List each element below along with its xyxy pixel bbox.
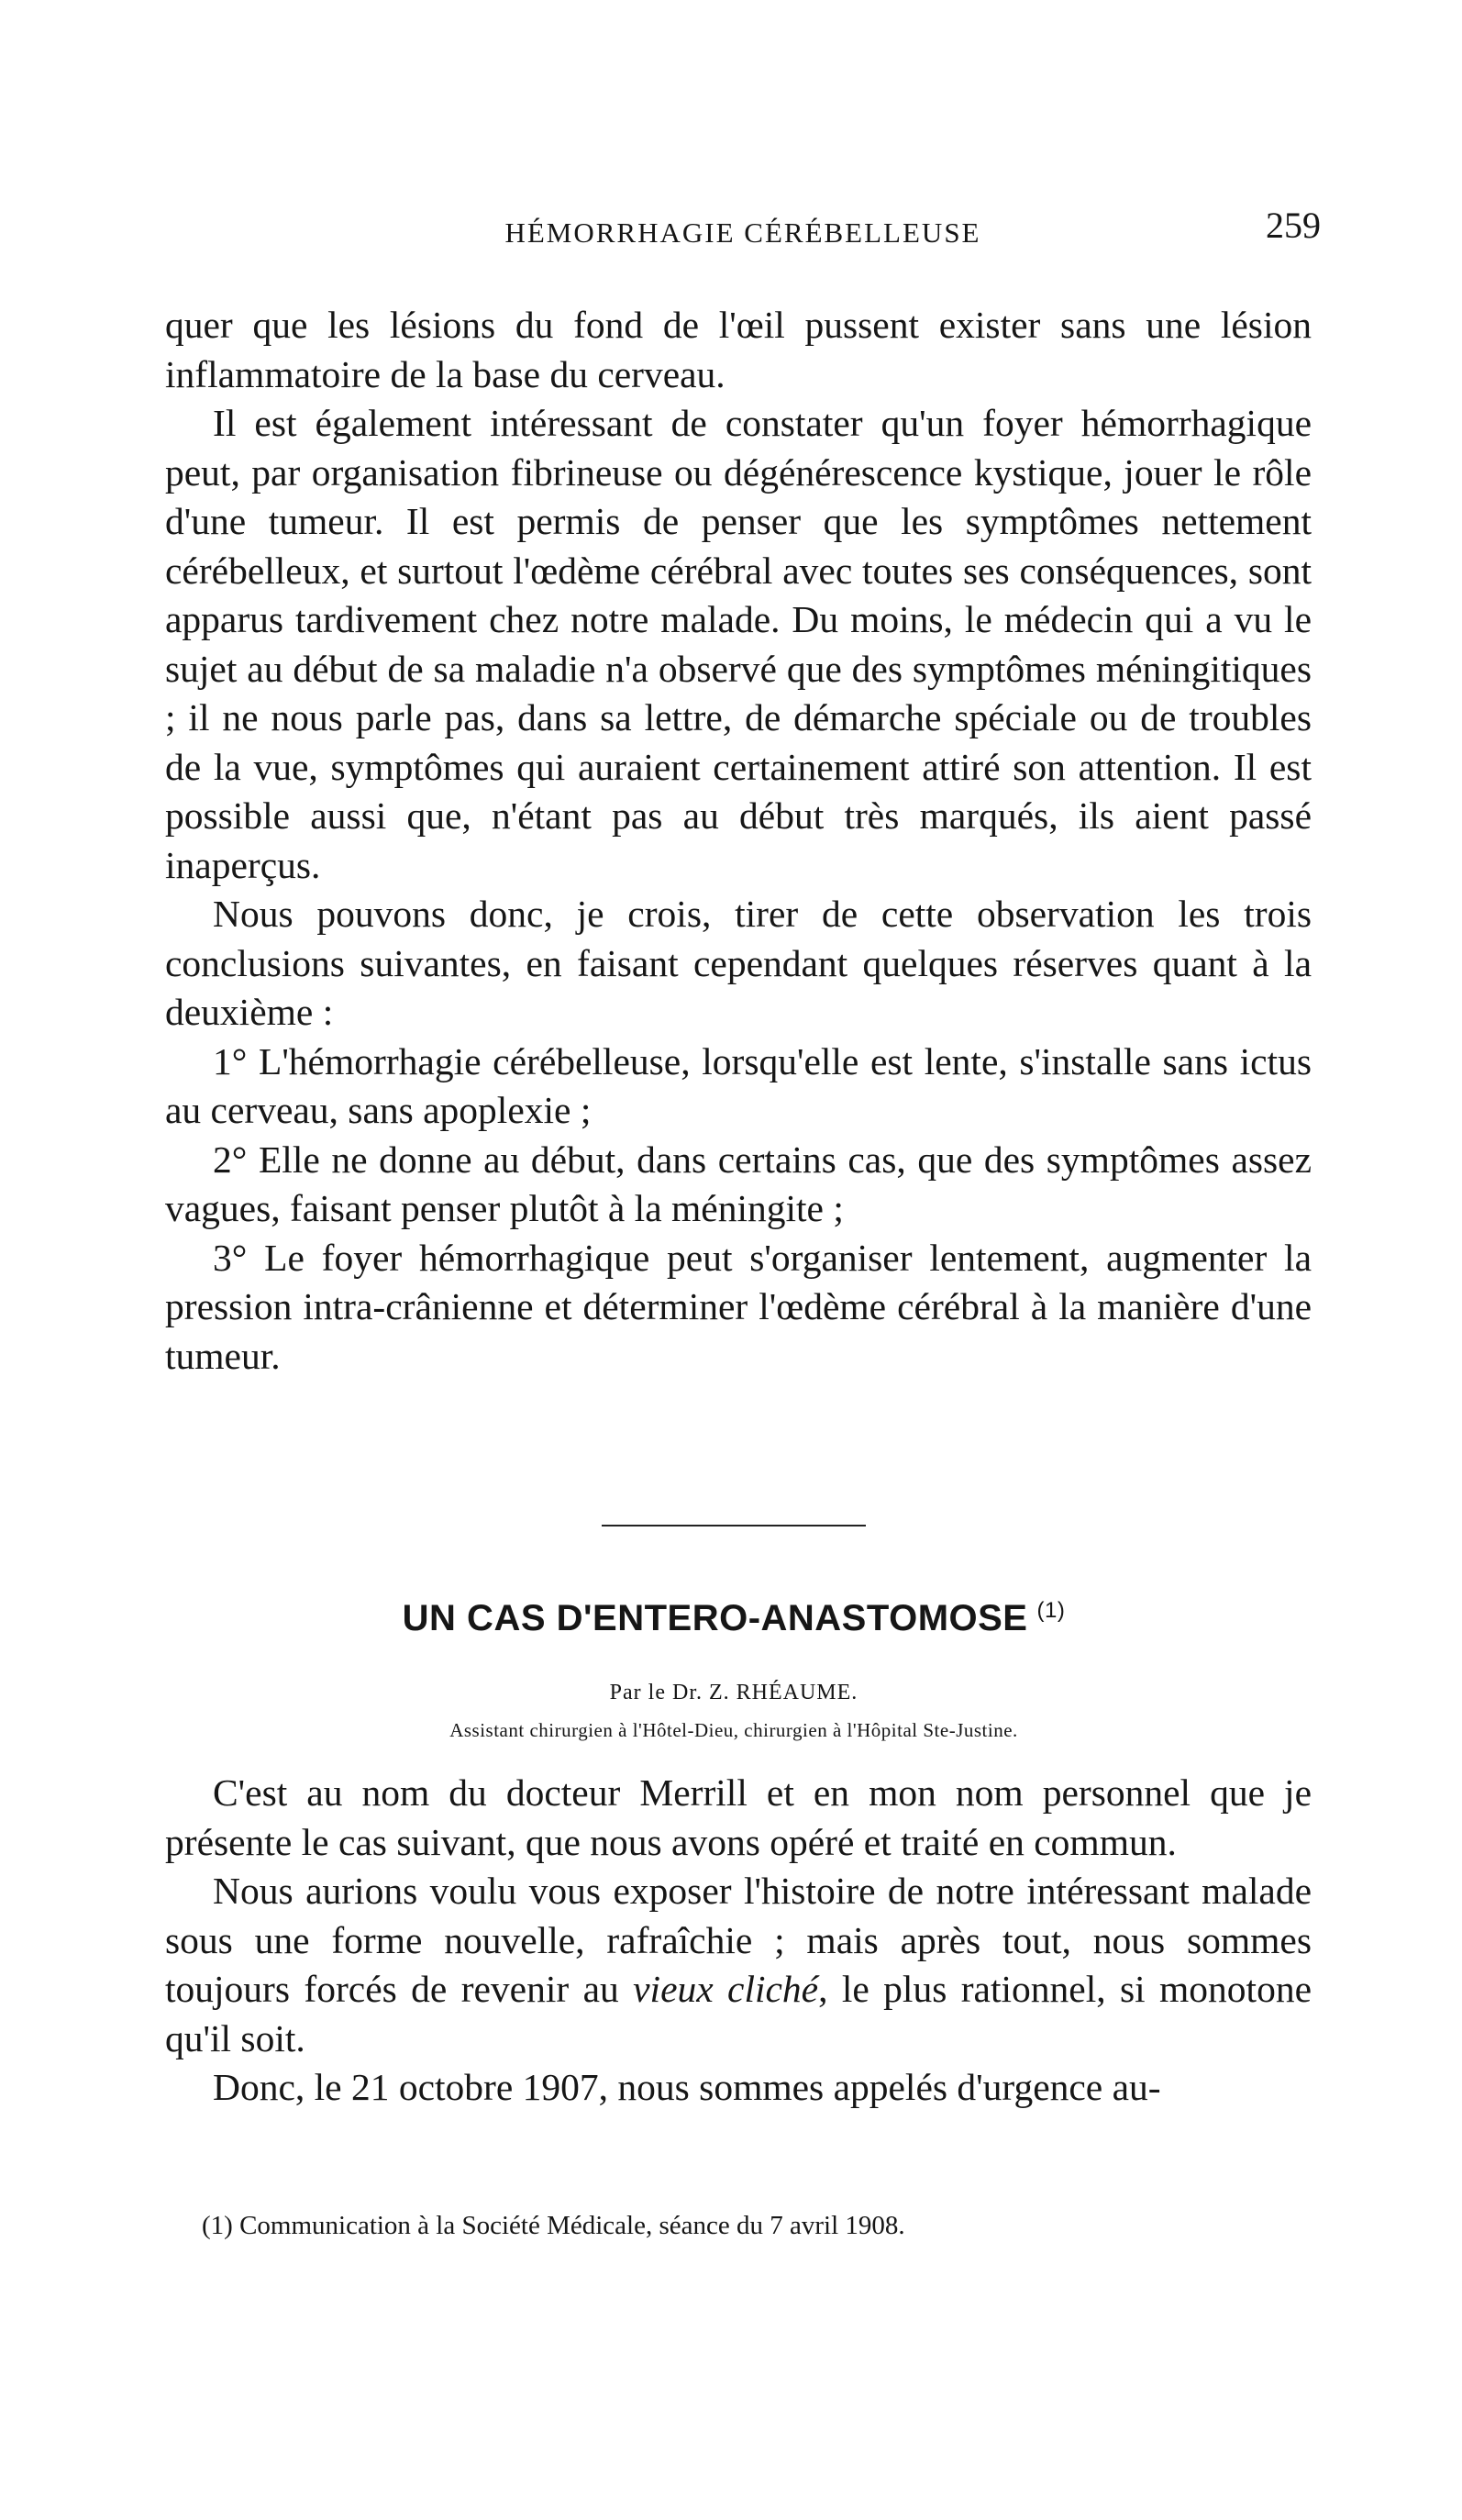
article-title — [275, 1598, 1192, 1639]
paragraph-text: Nous aurions voulu vous exposer l'histoire de notre intéressant malade sous une forme nouvelle, rafraîchie ; mais après tout, nous sommes toujours forcés de revenir au — [165, 1870, 1312, 2010]
author-byline: Par le Dr. Z. RHÉAUME. — [609, 1681, 858, 1704]
conclusion-item: 2° Elle ne donne au début, dans certains cas, que des symptômes assez vagues, faisant penser plutôt à la méningite ; — [165, 1138, 1312, 1229]
paragraph — [165, 1867, 1312, 2063]
conclusion-item: 1° L'hémorrhagie cérébelleuse, lorsqu'elle est lente, s'installe sans ictus au cerveau, sans apoplexie ; — [165, 1039, 1312, 1131]
footnote: (1) Communication à la Société Médicale, séance du 7 avril 1908. — [202, 2211, 905, 2240]
section-separator-rule — [602, 1525, 866, 1526]
footnote-marker: (1) — [1036, 1598, 1066, 1623]
author-affiliation: Assistant chirurgien à l'Hôtel-Dieu, chirurgien à l'Hôpital Ste-Justine. — [449, 1719, 1018, 1741]
running-head: HÉMORRHAGIE CÉRÉBELLEUSE — [504, 216, 981, 249]
paragraph-text: , le plus rationnel, si monotone qu'il soit. — [165, 1968, 1312, 2059]
paragraph: Nous pouvons donc, je crois, tirer de cette observation les trois conclusions suivantes, en faisant cependant quelques réserves quant à la deuxième : — [165, 893, 1312, 1033]
section-cerebellar-hemorrhage — [165, 301, 1312, 1381]
conclusion-item: 3° Le foyer hémorrhagique peut s'organiser lentement, augmenter la pression intra-crânienne et déterminer l'œdème cérébral à la manière d'une tumeur. — [165, 1236, 1312, 1377]
article-title-text: UN CAS D'ENTERO-ANASTOMOSE — [402, 1598, 1028, 1638]
paragraph: Il est également intéressant de constater qu'un foyer hémorrhagique peut, par organisation fibrineuse ou dégénérescence kystique, jouer le rôle d'une tumeur. Il est permis de penser que les symptômes nettement cérébelleux, et surtout l'œdème cérébral avec toutes ses conséquences, sont apparus tardivement chez notre malade. Du moins, le médecin qui a vu le sujet au début de sa maladie n'a observé que des symptômes méningitiques ; il ne nous parle pas, dans sa lettre, de démarche spéciale ou de troubles de la vue, symptômes qui auraient certainement attiré son attention. Il est possible aussi que, n'étant pas au début très marqués, ils aient passé inaperçus. — [165, 402, 1312, 886]
page-number: 259 — [1266, 205, 1321, 246]
paragraph: Donc, le 21 octobre 1907, nous sommes appelés d'urgence au- — [213, 2066, 1161, 2108]
paragraph: C'est au nom du docteur Merrill et en mon nom personnel que je présente le cas suivant, que nous avons opéré et traité en commun. — [165, 1771, 1312, 1863]
paragraph-continued: quer que les lésions du fond de l'œil pussent exister sans une lésion inflammatoire de la base du cerveau. — [165, 304, 1312, 395]
italic-phrase: vieux cliché — [633, 1968, 819, 2010]
article-body — [165, 1769, 1312, 2113]
